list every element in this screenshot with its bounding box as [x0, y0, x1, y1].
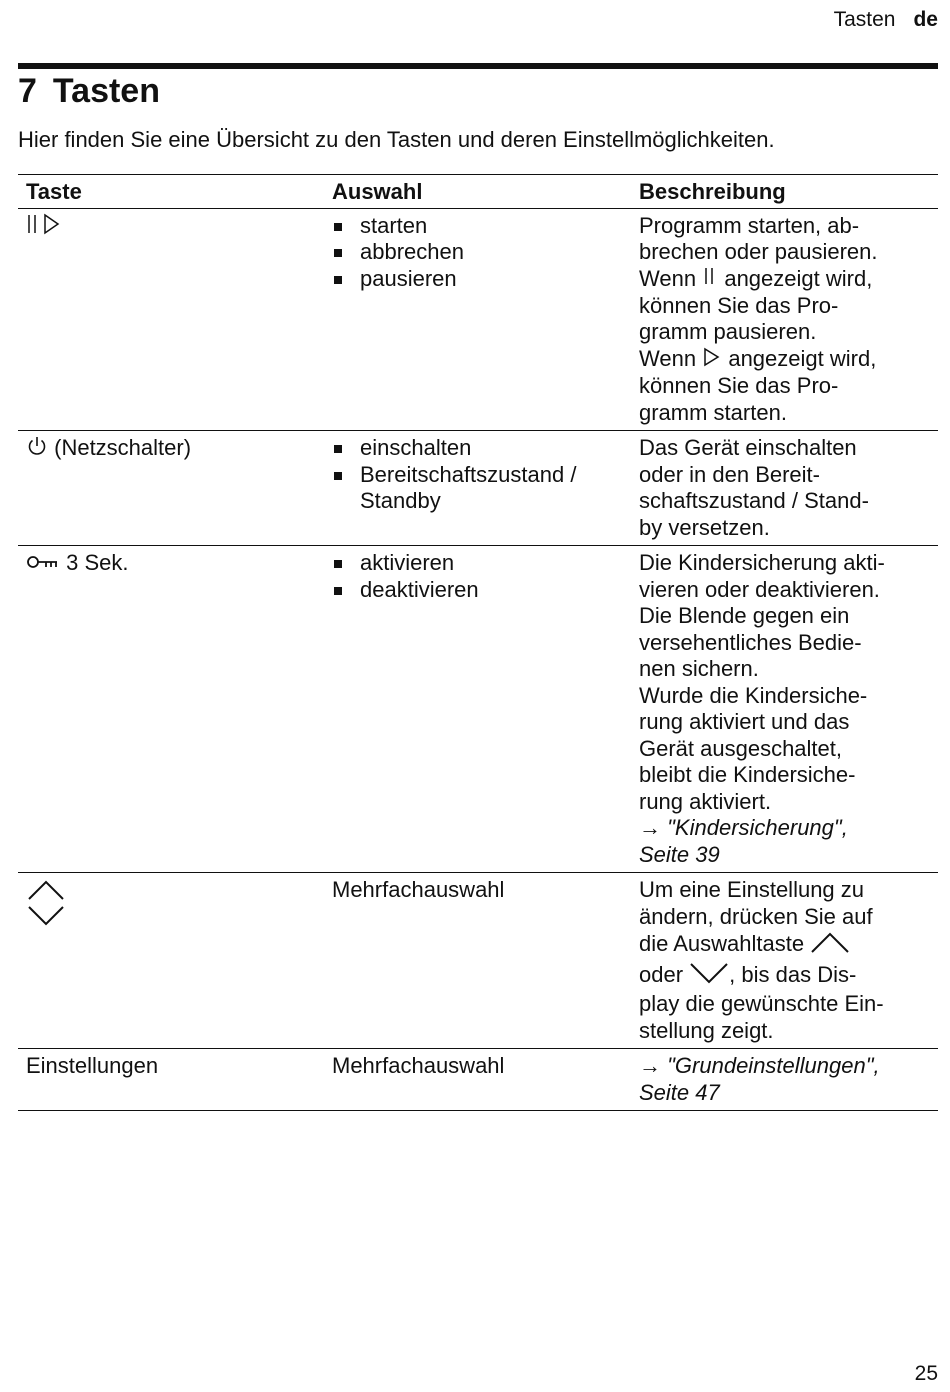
chevron-up-icon: [810, 930, 850, 961]
key-cell: [18, 431, 324, 546]
key-label: Einstellungen: [26, 1053, 159, 1079]
list-item: pausieren: [332, 266, 623, 293]
chapter-title-text: Tasten: [52, 72, 160, 110]
col-header-taste: Taste: [18, 175, 324, 209]
desc-fragment: angezeigt wird,: [728, 345, 877, 371]
col-header-beschreibung: Beschreibung: [631, 175, 938, 209]
desc-fragment: Wenn: [639, 345, 697, 371]
desc-line: play die gewünschte Ein-: [639, 991, 884, 1017]
desc-line: brechen oder pausieren.: [639, 239, 878, 264]
page-number: 25: [914, 1362, 938, 1385]
list-item: deaktivieren: [332, 577, 623, 604]
desc-line: stellung zeigt.: [639, 1017, 774, 1043]
desc-line: Die Kindersicherung akti-: [639, 550, 885, 576]
options-cell: Mehrfachauswahl: [324, 1049, 631, 1111]
desc-line: schaftszustand / Stand-: [639, 488, 869, 514]
desc-line: versehentliches Bedie-: [639, 629, 862, 655]
key-cell: [18, 208, 324, 431]
running-header-language: de: [913, 8, 938, 31]
options-list: [332, 550, 623, 603]
description-cell: [631, 1049, 938, 1111]
table-row: [18, 208, 938, 431]
desc-line: Gerät ausgeschaltet,: [639, 735, 843, 761]
desc-fragment: , bis das Dis-: [729, 961, 857, 987]
desc-fragment: Wenn: [639, 265, 697, 291]
list-item: Bereitschaftszustand / Standby: [332, 462, 623, 515]
table-row: [18, 1049, 938, 1111]
desc-line: Programm starten, ab-: [639, 212, 860, 238]
key-label: 3 Sek.: [66, 550, 129, 576]
description-cell: [631, 431, 938, 546]
options-cell: [324, 208, 631, 431]
options-cell: [324, 546, 631, 873]
desc-line: Das Gerät einschalten: [639, 435, 857, 461]
desc-line: bleibt die Kindersiche-: [639, 762, 856, 788]
keys-table: [18, 174, 938, 1111]
options-list: [332, 435, 623, 515]
key-icon: [26, 551, 60, 578]
pause-icon: [702, 266, 718, 293]
key-cell: [18, 873, 324, 1049]
header-rule: [18, 63, 938, 69]
desc-line: gramm starten.: [639, 399, 787, 425]
chevron-down-icon: [689, 961, 729, 992]
list-item: abbrechen: [332, 239, 623, 266]
power-icon: [26, 435, 48, 464]
description-cell: [631, 208, 938, 431]
list-item: starten: [332, 213, 623, 240]
table-row: [18, 873, 938, 1049]
description-cell: [631, 873, 938, 1049]
desc-line: können Sie das Pro-: [639, 373, 839, 399]
options-cell: Mehrfachauswahl: [324, 873, 631, 1049]
description-cell: [631, 546, 938, 873]
desc-line: [639, 930, 930, 961]
chapter-title: [18, 72, 160, 111]
list-item: einschalten: [332, 435, 623, 462]
cross-reference-link[interactable]: → "Grundeinstellungen",: [639, 1053, 880, 1079]
chapter-number: 7: [18, 72, 37, 110]
running-header: [834, 8, 938, 32]
list-item: aktivieren: [332, 550, 623, 577]
play-icon: [702, 347, 722, 374]
key-cell: [18, 1049, 324, 1111]
desc-line: rung aktiviert.: [639, 788, 772, 814]
options-cell: [324, 431, 631, 546]
desc-fragment: oder: [639, 961, 684, 987]
desc-line: Die Blende gegen ein: [639, 603, 850, 629]
desc-line: vieren oder deaktivieren.: [639, 576, 880, 602]
desc-line: nen sichern.: [639, 656, 759, 682]
desc-fragment: die Auswahltaste: [639, 931, 805, 957]
desc-line: [639, 346, 930, 373]
pause-play-icon: [26, 213, 62, 242]
desc-line: oder in den Bereit-: [639, 461, 820, 487]
cross-reference-link[interactable]: → "Kindersicherung",: [639, 815, 848, 841]
desc-line: ändern, drücken Sie auf: [639, 903, 873, 929]
desc-fragment: angezeigt wird,: [724, 265, 873, 291]
desc-line: [639, 266, 930, 293]
key-cell: [18, 546, 324, 873]
table-header-row: [18, 175, 938, 209]
desc-line: [639, 961, 930, 992]
cross-reference-page[interactable]: Seite 47: [639, 1079, 720, 1105]
up-down-icon: [26, 877, 66, 936]
running-header-section: Tasten: [833, 8, 896, 31]
col-header-auswahl: Auswahl: [324, 175, 631, 209]
desc-line: können Sie das Pro-: [639, 292, 839, 318]
desc-line: by versetzen.: [639, 514, 770, 540]
desc-line: gramm pausieren.: [639, 319, 817, 345]
options-list: [332, 213, 623, 293]
intro-text: Hier finden Sie eine Übersicht zu den Tasten und deren Einstellmöglichkeiten.: [18, 127, 775, 152]
table-row: [18, 546, 938, 873]
desc-line: Um eine Einstellung zu: [639, 877, 865, 903]
cross-reference-page[interactable]: Seite 39: [639, 841, 720, 867]
desc-line: Wurde die Kindersiche-: [639, 682, 868, 708]
table-row: [18, 431, 938, 546]
key-label: (Netzschalter): [54, 435, 192, 461]
desc-line: rung aktiviert und das: [639, 709, 850, 735]
